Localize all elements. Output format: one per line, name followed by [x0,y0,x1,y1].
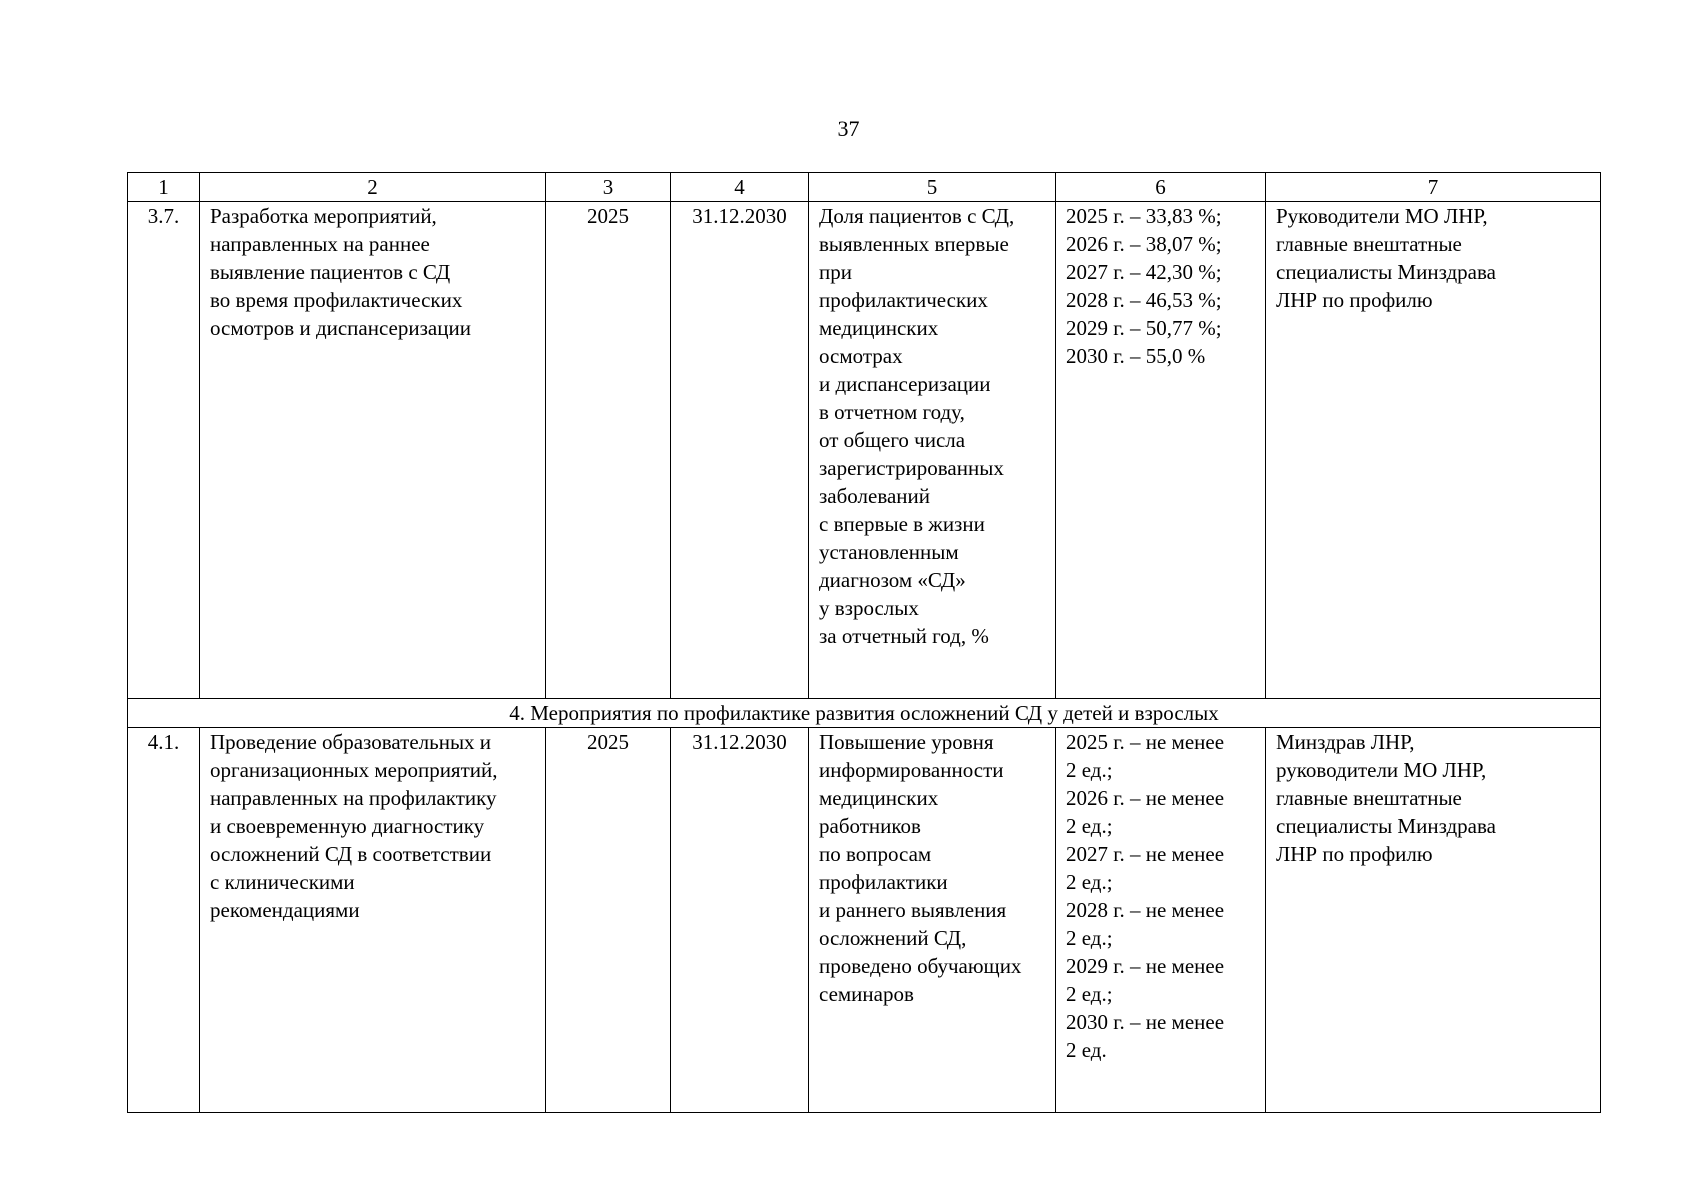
indicator-line: Доля пациентов с СД, [819,204,1015,228]
activity-line: осмотров и диспансеризации [210,316,471,340]
column-header-5: 5 [809,173,1056,202]
activity-line: рекомендациями [210,898,360,922]
activity-cell [200,728,546,1113]
indicator-cell [809,202,1056,699]
indicator-line: и диспансеризации [819,372,991,396]
responsible-cell [1266,728,1601,1113]
indicator-line: зарегистрированных [819,456,1004,480]
start-year: 2025 [546,728,671,1113]
column-header-7: 7 [1266,173,1601,202]
indicator-line: осложнений СД, [819,926,967,950]
indicator-line: профилактики [819,870,948,894]
end-date: 31.12.2030 [671,202,809,699]
value-line: 2029 г. – 50,77 %; [1066,316,1222,340]
indicator-line: диагнозом «СД» [819,568,966,592]
activity-line: выявление пациентов с СД [210,260,451,284]
column-header-3: 3 [546,173,671,202]
indicator-line: медицинских [819,786,939,810]
values-cell [1056,202,1266,699]
indicator-line: семинаров [819,982,914,1006]
indicator-cell [809,728,1056,1113]
value-line: 2 ед. [1066,1038,1107,1062]
row-number: 4.1. [128,728,200,1113]
responsible-line: руководители МО ЛНР, [1276,758,1487,782]
activity-line: во время профилактических [210,288,463,312]
responsible-line: главные внештатные [1276,232,1462,256]
responsible-cell [1266,202,1601,699]
table-row [128,202,1601,699]
indicator-line: информированности [819,758,1004,782]
column-header-1: 1 [128,173,200,202]
section-title: 4. Мероприятия по профилактике развития осложнений СД у детей и взрослых [128,699,1601,728]
activity-line: Проведение образовательных и [210,730,492,754]
indicator-line: по вопросам [819,842,932,866]
value-line: 2030 г. – не менее [1066,1010,1225,1034]
value-line: 2026 г. – 38,07 %; [1066,232,1222,256]
start-year: 2025 [546,202,671,699]
end-date: 31.12.2030 [671,728,809,1113]
indicator-line: от общего числа [819,428,966,452]
indicator-line: установленным [819,540,959,564]
indicator-line: медицинских [819,316,939,340]
activities-table [127,172,1601,1113]
indicator-line: выявленных впервые [819,232,1009,256]
activity-line: с клиническими [210,870,355,894]
table-row [128,728,1601,1113]
indicator-line: Повышение уровня [819,730,994,754]
indicator-line: работников [819,814,921,838]
responsible-line: Руководители МО ЛНР, [1276,204,1488,228]
indicator-line: проведено обучающих [819,954,1022,978]
activity-line: и своевременную диагностику [210,814,485,838]
header-row [128,173,1601,202]
value-line: 2 ед.; [1066,814,1113,838]
activity-line: Разработка мероприятий, [210,204,437,228]
column-header-4: 4 [671,173,809,202]
indicator-line: осмотрах [819,344,903,368]
indicator-line: заболеваний [819,484,930,508]
page-number: 37 [837,116,860,141]
value-line: 2025 г. – не менее [1066,730,1225,754]
value-line: 2028 г. – не менее [1066,898,1225,922]
indicator-line: с впервые в жизни [819,512,985,536]
activity-cell [200,202,546,699]
value-line: 2030 г. – 55,0 % [1066,344,1206,368]
value-line: 2 ед.; [1066,758,1113,782]
indicator-line: и раннего выявления [819,898,1007,922]
indicator-line: за отчетный год, % [819,624,989,648]
value-line: 2027 г. – не менее [1066,842,1225,866]
column-header-2: 2 [200,173,546,202]
column-header-6: 6 [1056,173,1266,202]
value-line: 2 ед.; [1066,870,1113,894]
responsible-line: ЛНР по профилю [1276,842,1433,866]
activity-line: осложнений СД в соответствии [210,842,492,866]
values-cell [1056,728,1266,1113]
section-row [128,699,1601,728]
indicator-line: в отчетном году, [819,400,965,424]
responsible-line: специалисты Минздрава [1276,814,1496,838]
indicator-line: профилактических [819,288,988,312]
activity-line: направленных на раннее [210,232,430,256]
value-line: 2 ед.; [1066,982,1113,1006]
value-line: 2025 г. – 33,83 %; [1066,204,1222,228]
value-line: 2 ед.; [1066,926,1113,950]
value-line: 2029 г. – не менее [1066,954,1225,978]
responsible-line: Минздрав ЛНР, [1276,730,1415,754]
responsible-line: специалисты Минздрава [1276,260,1496,284]
responsible-line: ЛНР по профилю [1276,288,1433,312]
row-number: 3.7. [128,202,200,699]
value-line: 2027 г. – 42,30 %; [1066,260,1222,284]
indicator-line: при [819,260,852,284]
indicator-line: у взрослых [819,596,919,620]
value-line: 2028 г. – 46,53 %; [1066,288,1222,312]
activity-line: направленных на профилактику [210,786,497,810]
activity-line: организационных мероприятий, [210,758,498,782]
value-line: 2026 г. – не менее [1066,786,1225,810]
responsible-line: главные внештатные [1276,786,1462,810]
